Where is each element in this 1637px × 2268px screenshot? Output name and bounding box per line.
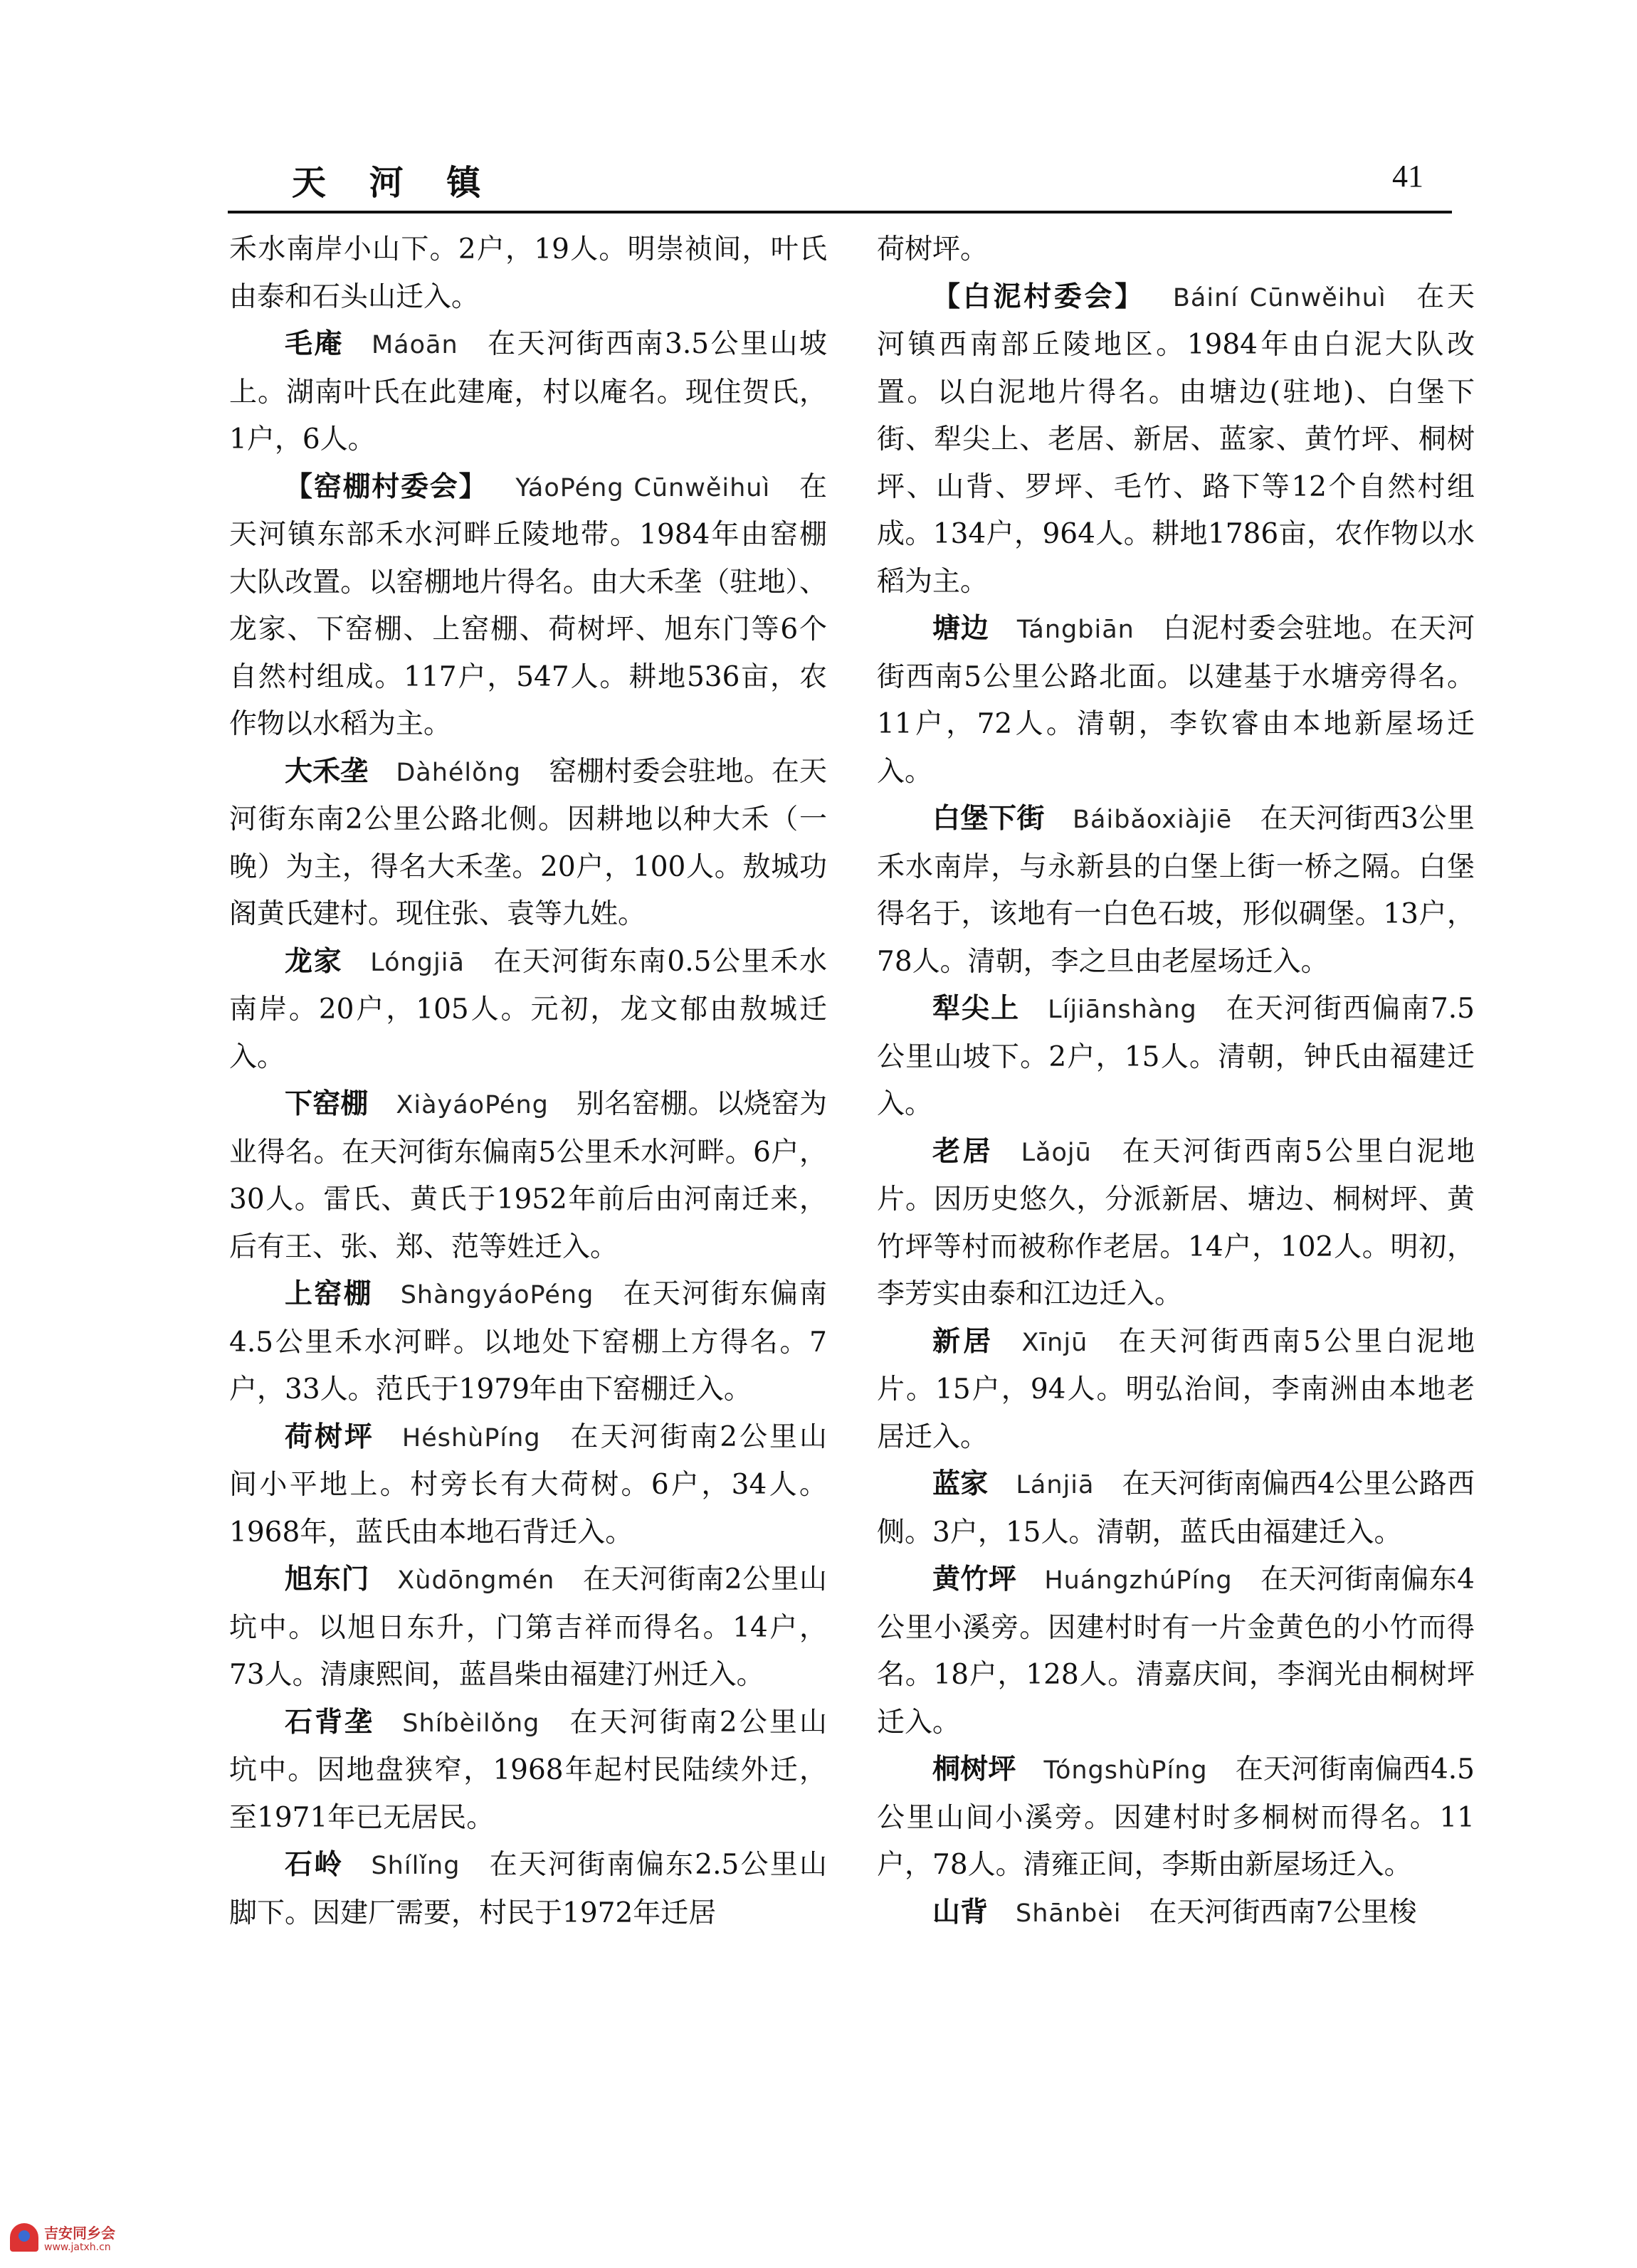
entry-text: 在天河镇西南部丘陵地区。1984年由白泥大队改置。以白泥地片得名。由塘边(驻地)、白堡下街、犁尖上、老居、新居、蓝家、黄竹坪、桐树坪、山背、罗坪、毛竹、路下等12个自然村组成。134户，964人。耕地1786亩，农作物以水稻为主。 xyxy=(877,280,1475,598)
entry-text: 在天河街东偏南4.5公里禾水河畔。以地处下窑棚上方得名。7户，33人。范氏于1979年由下窑棚迁入。 xyxy=(229,1278,827,1405)
gazetteer-entry xyxy=(877,1461,1475,1556)
entry-text: 在天河街东南0.5公里禾水南岸。20户，105人。元初，龙文郁由敖城迁入。 xyxy=(229,945,827,1073)
page-header xyxy=(285,155,1423,205)
entry-text: 在天河街南偏东4公里小溪旁。因建村时有一片金黄色的小竹而得名。18户，128人。清嘉庆间，李润光由桐树坪迁入。 xyxy=(877,1563,1475,1739)
entry-pinyin: HuángzhúPíng xyxy=(1044,1566,1233,1595)
entry-pinyin: TóngshùPíng xyxy=(1043,1756,1208,1785)
watermark-logo-icon xyxy=(10,2223,38,2252)
gazetteer-entry xyxy=(877,1746,1475,1889)
entry-term: 荷树坪 xyxy=(285,1420,374,1453)
entry-pinyin: Shílǐng xyxy=(371,1852,460,1880)
page-number: 41 xyxy=(1392,159,1423,194)
entry-term: 【白泥村委会】 xyxy=(932,280,1145,313)
page-title: 天 河 镇 xyxy=(292,163,497,203)
entry-text: 在天河街西南5公里白泥地片。15户，94人。明弘治间，李南洲由本地老居迁入。 xyxy=(877,1325,1475,1453)
gazetteer-entry xyxy=(877,1556,1475,1746)
entry-term: 黄竹坪 xyxy=(932,1563,1017,1595)
entry-text: 在天河镇东部禾水河畔丘陵地带。1984年由窑棚大队改置。以窑棚地片得名。由大禾垄（驻地）、龙家、下窑棚、上窑棚、荷树坪、旭东门等6个自然村组成。117户，547人。耕地536亩，农作物以水稻为主。 xyxy=(229,470,827,740)
gazetteer-entry xyxy=(229,749,827,939)
entry-pinyin: Báibǎoxiàjiē xyxy=(1073,806,1233,834)
entry-pinyin: HéshùPíng xyxy=(401,1423,541,1452)
entry-pinyin: ShàngyáoPéng xyxy=(400,1281,594,1309)
entry-pinyin: Báiní Cūnwěihuì xyxy=(1172,283,1386,312)
gazetteer-entry xyxy=(229,1081,827,1271)
gazetteer-entry xyxy=(877,274,1475,606)
watermark xyxy=(6,2219,162,2262)
gazetteer-entry xyxy=(229,1699,827,1842)
entry-text: 在天河街南2公里山间小平地上。村旁长有大荷树。6户，34人。1968年，蓝氏由本地石背迁入。 xyxy=(229,1420,827,1549)
gazetteer-entry xyxy=(877,986,1475,1129)
entry-text: 在天河街南偏西4.5公里山间小溪旁。因建村时多桐树而得名。11户，78人。清雍正间，李斯由新屋场迁入。 xyxy=(877,1753,1475,1881)
gazetteer-entry xyxy=(229,1414,827,1557)
gazetteer-entry xyxy=(229,321,827,464)
gazetteer-entry xyxy=(877,606,1475,796)
entry-term: 大禾垄 xyxy=(285,755,369,788)
entry-term: 石岭 xyxy=(285,1849,344,1881)
entry-term: 犁尖上 xyxy=(932,993,1021,1025)
entry-text: 在天河街西南7公里梭 xyxy=(1149,1896,1417,1929)
gazetteer-entry xyxy=(229,1842,827,1937)
entry-pinyin: XiàyáoPéng xyxy=(396,1091,549,1119)
entry-pinyin: Xùdōngmén xyxy=(397,1566,555,1595)
entry-term: 龙家 xyxy=(285,945,343,978)
entry-text: 在天河街西偏南7.5公里山坡下。2户，15人。清朝，钟氏由福建迁入。 xyxy=(877,993,1475,1120)
left-column xyxy=(229,226,827,1937)
continued-text xyxy=(877,226,1475,274)
entry-term: 塘边 xyxy=(932,613,989,645)
continued-text xyxy=(229,226,827,321)
gazetteer-entry xyxy=(877,1889,1475,1938)
entry-text: 在天河街南偏西4公里公路西侧。3户，15人。清朝，蓝氏由福建迁入。 xyxy=(877,1468,1475,1549)
entry-text: 禾水南岸小山下。2户，19人。明崇祯间，叶氏由泰和石头山迁入。 xyxy=(229,233,827,313)
entry-term: 【窑棚村委会】 xyxy=(285,470,488,503)
right-column xyxy=(877,226,1475,1937)
entry-term: 毛庵 xyxy=(285,328,344,360)
entry-pinyin: YáoPéng Cūnwěihuì xyxy=(515,473,771,502)
entry-pinyin: Tángbiān xyxy=(1016,616,1135,644)
entry-pinyin: Shānbèi xyxy=(1016,1899,1122,1928)
entry-text: 别名窑棚。以烧窑为业得名。在天河街东偏南5公里禾水河畔。6户，30人。雷氏、黄氏于1952年前后由河南迁来，后有王、张、郑、范等姓迁入。 xyxy=(229,1088,827,1263)
entry-text: 在天河街南2公里山坑中。以旭日东升，门第吉祥而得名。14户，73人。清康熙间，蓝昌柴由福建汀州迁入。 xyxy=(229,1563,827,1691)
gazetteer-entry xyxy=(877,1129,1475,1319)
entry-text: 荷树坪。 xyxy=(877,233,989,265)
entry-term: 石背垄 xyxy=(285,1706,375,1739)
entry-text: 在天河街南2公里山坑中。因地盘狭窄，1968年起村民陆续外迁，至1971年已无居民。 xyxy=(229,1706,827,1834)
entry-term: 白堡下街 xyxy=(932,803,1046,835)
watermark-url: www.jatxh.cn xyxy=(44,2242,111,2253)
entry-term: 旭东门 xyxy=(285,1563,370,1595)
gazetteer-entry xyxy=(877,796,1475,986)
entry-pinyin: Shíbèilǒng xyxy=(402,1709,540,1738)
entry-text: 窑棚村委会驻地。在天河街东南2公里公路北侧。因耕地以种大禾（一晚）为主，得名大禾垄。20户，100人。敖城功阁黄氏建村。现住张、袁等九姓。 xyxy=(229,755,827,930)
entry-pinyin: Líjiānshàng xyxy=(1048,996,1197,1024)
gazetteer-entry xyxy=(229,939,827,1082)
entry-text: 白泥村委会驻地。在天河街西南5公里公路北面。以建基于水塘旁得名。11户，72人。清朝，李钦睿由本地新屋场迁入。 xyxy=(877,613,1475,788)
entry-pinyin: Lǎojū xyxy=(1021,1138,1092,1167)
gazetteer-entry xyxy=(229,1271,827,1414)
entry-pinyin: Lánjiā xyxy=(1016,1471,1095,1499)
entry-term: 山背 xyxy=(932,1896,989,1929)
entry-pinyin: Dàhélǒng xyxy=(396,758,521,787)
entry-text: 在天河街西3公里禾水南岸，与永新县的白堡上街一桥之隔。白堡得名于，该地有一白色石坡，形似碉堡。13户，78人。清朝，李之旦由老屋场迁入。 xyxy=(877,803,1475,978)
entry-term: 新居 xyxy=(932,1325,994,1358)
entry-pinyin: Xīnjū xyxy=(1021,1328,1088,1357)
entry-pinyin: Lóngjiā xyxy=(370,948,465,977)
entry-term: 桐树坪 xyxy=(932,1753,1016,1786)
entry-text: 在天河街西南5公里白泥地片。因历史悠久，分派新居、塘边、桐树坪、黄竹坪等村而被称作老居。14户，102人。明初，李芳实由泰和江边迁入。 xyxy=(877,1135,1475,1310)
gazetteer-entry xyxy=(229,1556,827,1699)
watermark-name: 吉安同乡会 xyxy=(44,2225,115,2242)
entry-term: 蓝家 xyxy=(932,1468,989,1500)
entry-text: 在天河街南偏东2.5公里山脚下。因建厂需要，村民于1972年迁居 xyxy=(229,1849,827,1929)
entry-pinyin: Máoān xyxy=(371,331,458,359)
entry-term: 老居 xyxy=(932,1135,994,1168)
entry-text: 在天河街西南3.5公里山坡上。湖南叶氏在此建庵，村以庵名。现住贺氏，1户，6人。 xyxy=(229,328,827,455)
entry-term: 上窑棚 xyxy=(285,1278,373,1310)
header-rule xyxy=(228,211,1452,213)
gazetteer-entry xyxy=(229,464,827,749)
entry-term: 下窑棚 xyxy=(285,1088,369,1120)
gazetteer-entry xyxy=(877,1319,1475,1462)
